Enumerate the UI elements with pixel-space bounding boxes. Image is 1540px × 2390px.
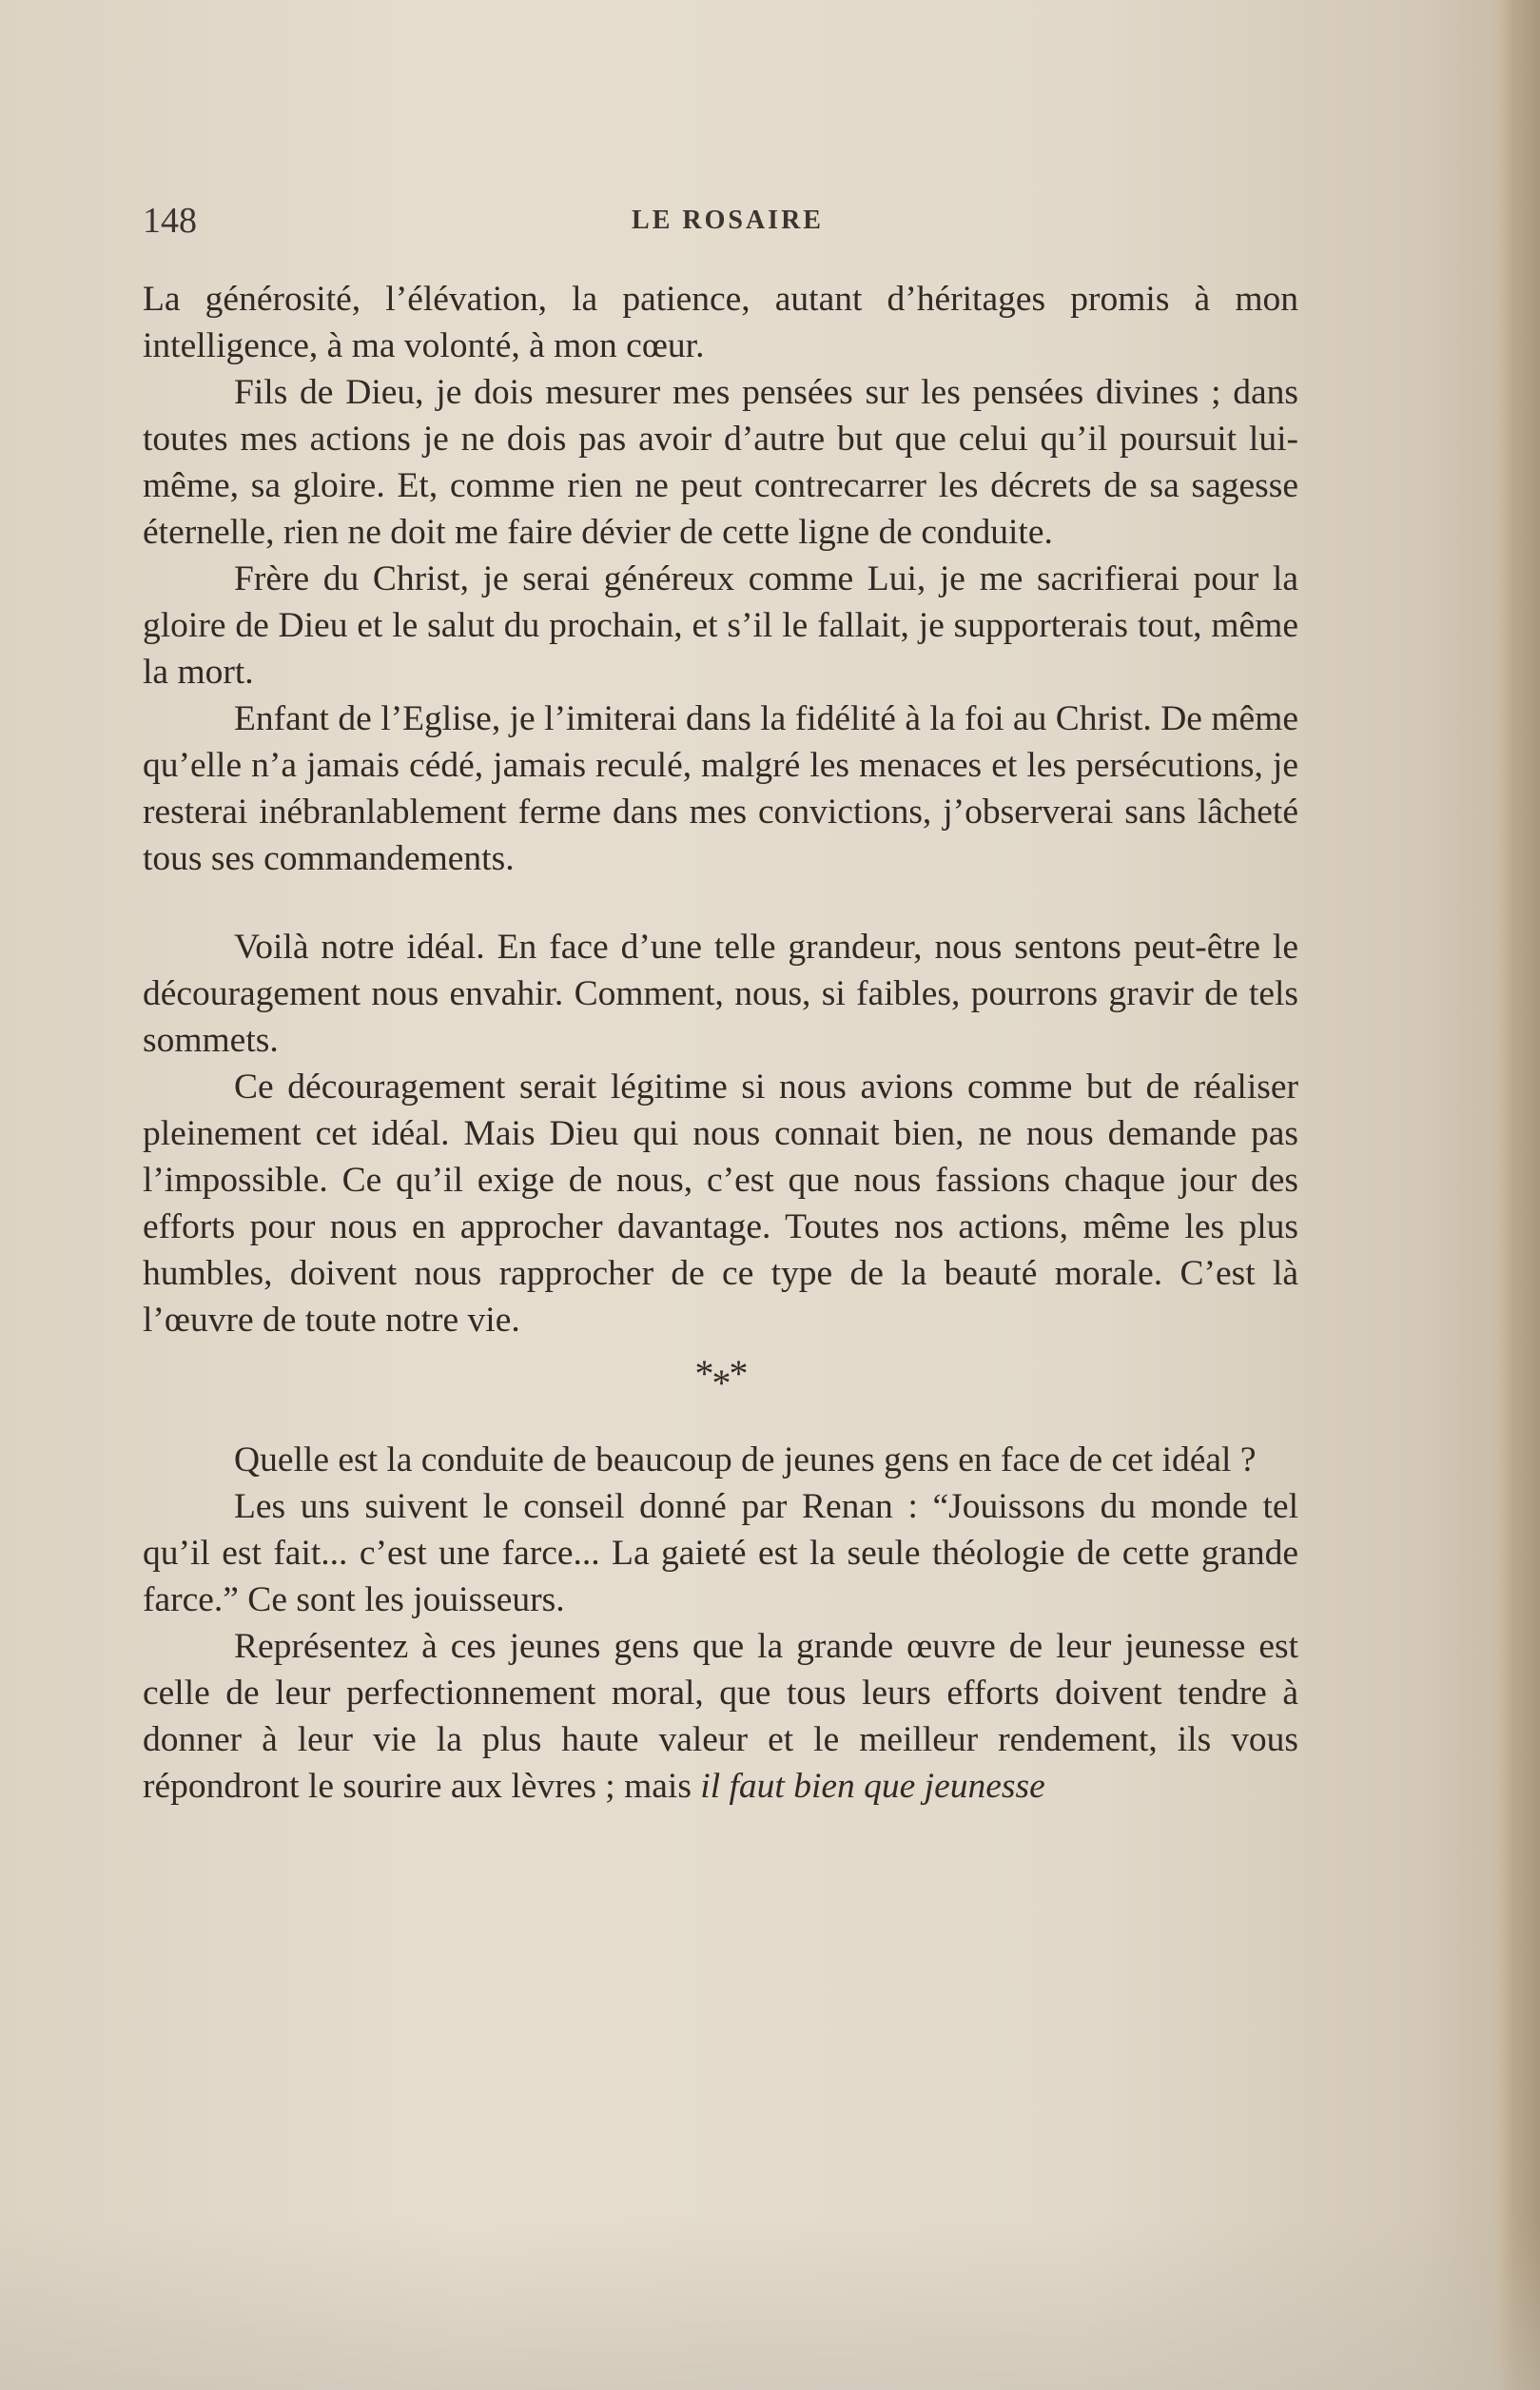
separator-star-left: * xyxy=(694,1352,712,1395)
paragraph-9-text: Représentez à ces jeunes gens que la grande œuvre de leur jeunesse est celle de leur perfectionnement moral, que tous leurs efforts doivent tendre à donner à leur vie la plus haute valeur et le meilleur rendement, ils vous répondront le sourire aux lèvres ; mais xyxy=(143,1627,1298,1806)
paragraph-4: Enfant de l’Eglise, je l’imiterai dans la fidélité à la foi au Christ. De même qu’elle n’a jamais cédé, jamais reculé, malgré les menaces et les persécutions, je resterai inébranlablement ferme dans mes convictions, j’observerai sans lâcheté tous ses commandements. xyxy=(143,699,1298,878)
running-title: LE ROSAIRE xyxy=(632,206,824,235)
paragraph-5: Voilà notre idéal. En face d’une telle grandeur, nous sentons peut-être le découragement nous envahir. Comment, nous, si faibles, pourrons gravir de tels sommets. xyxy=(143,928,1298,1060)
page-gutter xyxy=(1496,0,1540,2390)
separator-star-middle: * xyxy=(712,1362,730,1404)
page-bottom-shade xyxy=(0,2219,1540,2390)
paragraph-7: Quelle est la conduite de beaucoup de jeunes gens en face de cet idéal ? xyxy=(234,1440,1257,1479)
paragraph-1: La générosité, l’élévation, la patience, autant d’héritages promis à mon intelligence, à ma volonté, à mon cœur. xyxy=(143,280,1298,365)
paragraph-9 xyxy=(143,1623,1298,1810)
separator-star-right: * xyxy=(729,1352,747,1395)
page-header xyxy=(143,200,1313,257)
paragraph-8: Les uns suivent le conseil donné par Renan : “Jouissons du monde tel qu’il est fait... c’est une farce... La gaieté est la seule théologie de cette grande farce.” Ce sont les jouisseurs. xyxy=(143,1487,1298,1619)
paragraph-9-italic: il faut bien que jeunesse xyxy=(700,1767,1045,1806)
paragraph-2: Fils de Dieu, je dois mesurer mes pensées sur les pensées divines ; dans toutes mes actions je ne dois pas avoir d’autre but que celui qu’il poursuit lui-même, sa gloire. Et, comme rien ne peut contrecarrer les décrets de sa sagesse éternelle, rien ne doit me faire dévier de cette ligne de conduite. xyxy=(143,373,1298,552)
paragraph-6: Ce découragement serait légitime si nous avions comme but de réaliser pleinement cet idéal. Mais Dieu qui nous connait bien, ne nous demande pas l’impossible. Ce qu’il exige de nous, c’est que nous fassions chaque jour des efforts pour nous en approcher davantage. Toutes nos actions, même les plus humbles, doivent nous rapprocher de ce type de la beauté morale. C’est là l’œuvre de toute notre vie. xyxy=(143,1068,1298,1340)
page-number: 148 xyxy=(143,201,197,241)
body-text xyxy=(143,276,1298,1810)
paragraph-3: Frère du Christ, je serai généreux comme Lui, je me sacrifierai pour la gloire de Dieu et le salut du prochain, et s’il le fallait, je supporterais tout, même la mort. xyxy=(143,559,1298,692)
section-separator xyxy=(143,1345,1298,1402)
